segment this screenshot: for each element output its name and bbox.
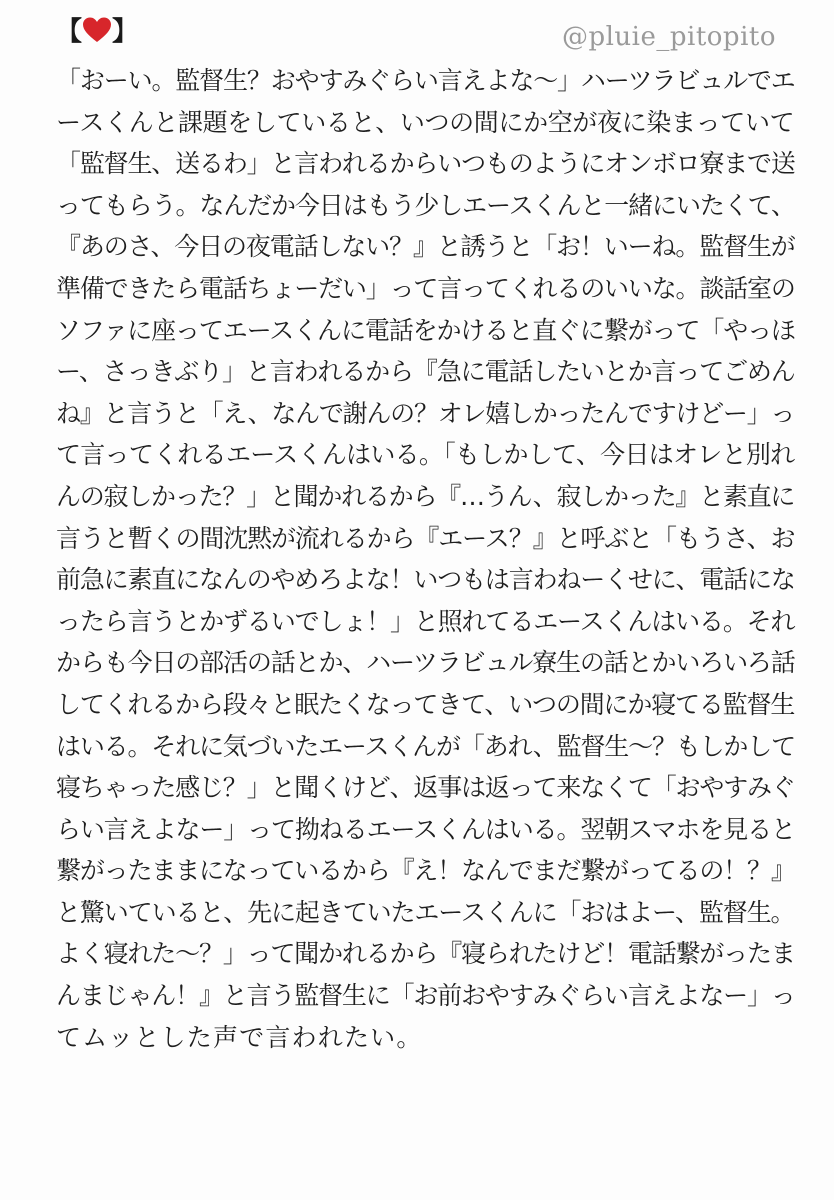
header xyxy=(0,0,834,60)
text-line: 『あのさ、今日の夜電話しない？』と誘うと「お！いーね。監督生が xyxy=(56,232,795,262)
text-line: からも今日の部活の話とか、ハーツラビュル寮生の話とかいろいろ話 xyxy=(56,648,795,678)
text-line: 言うと暫くの間沈黙が流れるから『エース？』と呼ぶと「もうさ、お xyxy=(56,523,795,553)
text-line: 「おーい。監督生？おやすみぐらい言えよな〜」ハーツラビュルでエ xyxy=(56,66,795,95)
text-line: てムッとした声で言われたい。 xyxy=(56,1022,423,1052)
text-line: よく寝れた〜？」って聞かれるから『寝られたけど！電話繋がったま xyxy=(56,939,795,969)
bracket-close: 】 xyxy=(112,17,139,47)
text-line: らい言えよなー」って拗ねるエースくんはいる。翌朝スマホを見ると xyxy=(56,814,795,844)
text-line: ってもらう。なんだか今日はもう少しエースくんと一緒にいたくて、 xyxy=(56,190,795,220)
text-line: て言ってくれるエースくんはいる。「もしかして、今日はオレと別れ xyxy=(56,440,795,470)
text-line: んの寂しかった？」と聞かれるから『…うん、寂しかった』と素直に xyxy=(56,481,795,511)
text-line: 繋がったままになっているから『え！なんでまだ繋がってるの！？』 xyxy=(56,856,795,886)
author-handle: @pluie_pitopito xyxy=(561,22,776,52)
text-line: 寝ちゃった感じ？」と聞くけど、返事は返って来なくて「おやすみぐ xyxy=(56,773,795,803)
text-line: 「監督生、送るわ」と言われるからいつものようにオンボロ寮まで送 xyxy=(56,149,795,179)
text-line: ースくんと課題をしていると、いつの間にか空が夜に染まっていて xyxy=(56,107,795,137)
text-line: 準備できたら電話ちょーだい」って言ってくれるのいいな。談話室の xyxy=(56,273,795,303)
story-text xyxy=(56,60,796,1058)
text-line: ソファに座ってエースくんに電話をかけると直ぐに繋がって「やっほ xyxy=(56,315,795,345)
text-line: と驚いていると、先に起きていたエースくんに「おはよー、監督生。 xyxy=(56,897,795,927)
text-line: ったら言うとかずるいでしょ！」と照れてるエースくんはいる。それ xyxy=(56,606,795,636)
heart-title xyxy=(56,16,138,47)
bracket-open: 【 xyxy=(56,17,83,47)
text-line: んまじゃん！』と言う監督生に「お前おやすみぐらい言えよなー」っ xyxy=(56,981,795,1011)
text-line: ね』と言うと「え、なんで謝んの？オレ嬉しかったんですけどー」っ xyxy=(56,398,795,428)
text-line: はいる。それに気づいたエースくんが「あれ、監督生〜？もしかして xyxy=(56,731,795,761)
heart-icon xyxy=(82,16,112,44)
text-line: してくれるから段々と眠たくなってきて、いつの間にか寝てる監督生 xyxy=(56,689,795,719)
text-line: 前急に素直になんのやめろよな！いつもは言わねーくせに、電話にな xyxy=(56,565,795,595)
text-line: ー、さっきぶり」と言われるから『急に電話したいとか言ってごめん xyxy=(56,357,795,387)
